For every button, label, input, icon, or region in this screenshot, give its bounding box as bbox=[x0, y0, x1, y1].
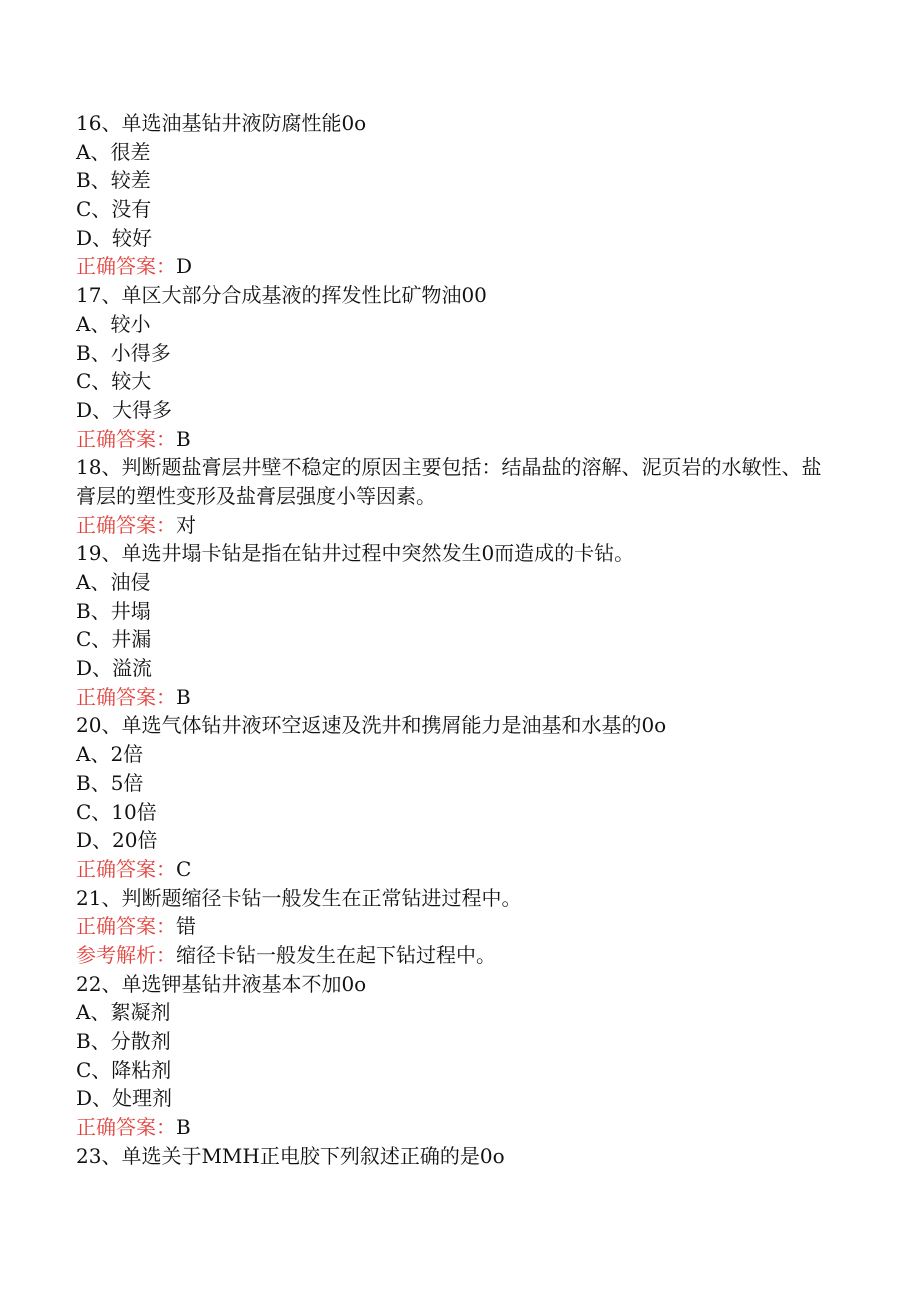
question-21-analysis bbox=[76, 941, 836, 970]
question-19-option-d: D、溢流 bbox=[76, 656, 153, 681]
question-19-option-c: C、井漏 bbox=[76, 627, 152, 652]
question-17-answer bbox=[76, 425, 836, 454]
question-16-option-d: D、较好 bbox=[76, 225, 153, 250]
question-17-stem: 17、单区大部分合成基液的挥发性比矿物油00 bbox=[76, 283, 487, 308]
question-22-option-d: D、处理剂 bbox=[76, 1086, 173, 1111]
answer-value: B bbox=[176, 684, 191, 709]
question-16-answer bbox=[76, 252, 836, 281]
question-23-stem: 23、单选关于MMH正电胶下列叙述正确的是0o bbox=[76, 1143, 505, 1168]
question-16-option-b: B、较差 bbox=[76, 168, 151, 193]
question-22-option-c: C、降粘剂 bbox=[76, 1057, 172, 1082]
question-21-stem: 21、判断题缩径卡钻一般发生在正常钻进过程中。 bbox=[76, 885, 522, 910]
answer-value: 对 bbox=[176, 512, 196, 537]
question-17-option-c: C、较大 bbox=[76, 369, 152, 394]
analysis-label: 参考解析： bbox=[76, 942, 176, 967]
answer-value: 错 bbox=[176, 914, 196, 939]
question-16-stem: 16、单选油基钻井液防腐性能0o bbox=[76, 111, 367, 135]
question-19-option-b: B、井塌 bbox=[76, 598, 151, 623]
question-16-option-a: A、很差 bbox=[76, 139, 151, 164]
question-22-answer bbox=[76, 1113, 836, 1142]
answer-value: B bbox=[176, 1115, 191, 1140]
question-20-option-d: D、20倍 bbox=[76, 828, 158, 853]
document-page bbox=[76, 109, 836, 1170]
answer-value: C bbox=[176, 856, 192, 881]
question-20-stem: 20、单选气体钻井液环空返速及洗井和携屑能力是油基和水基的0o bbox=[76, 713, 667, 738]
question-17-option-d: D、大得多 bbox=[76, 397, 173, 422]
answer-label: 正确答案： bbox=[76, 856, 176, 881]
question-20-option-c: C、10倍 bbox=[76, 799, 157, 824]
answer-label: 正确答案： bbox=[76, 914, 176, 939]
question-22-option-b: B、分散剂 bbox=[76, 1029, 171, 1054]
question-17-option-a: A、较小 bbox=[76, 311, 151, 336]
question-18-stem: 18、判断题盐膏层井壁不稳定的原因主要包括：结晶盐的溶解、泥页岩的水敏性、盐膏层的塑性变形及盐膏层强度小等因素。 bbox=[76, 455, 822, 508]
answer-value: B bbox=[176, 426, 191, 451]
answer-label: 正确答案： bbox=[76, 254, 176, 279]
answer-value: D bbox=[176, 254, 193, 279]
question-22-option-a: A、絮凝剂 bbox=[76, 1000, 171, 1025]
question-16-option-c: C、没有 bbox=[76, 197, 152, 222]
question-22-stem: 22、单选钾基钻井液基本不加0o bbox=[76, 971, 367, 996]
question-19-answer bbox=[76, 683, 836, 712]
analysis-text: 缩径卡钻一般发生在起下钻过程中。 bbox=[176, 942, 496, 967]
answer-label: 正确答案： bbox=[76, 684, 176, 709]
question-18-answer bbox=[76, 511, 836, 540]
question-21-answer bbox=[76, 912, 836, 941]
question-20-answer bbox=[76, 855, 836, 884]
question-20-option-b: B、5倍 bbox=[76, 770, 144, 795]
question-19-option-a: A、油侵 bbox=[76, 570, 151, 595]
answer-label: 正确答案： bbox=[76, 426, 176, 451]
question-20-option-a: A、2倍 bbox=[76, 742, 144, 767]
answer-label: 正确答案： bbox=[76, 1115, 176, 1140]
question-19-stem: 19、单选井塌卡钻是指在钻井过程中突然发生0而造成的卡钻。 bbox=[76, 541, 635, 566]
answer-label: 正确答案： bbox=[76, 512, 176, 537]
question-17-option-b: B、小得多 bbox=[76, 340, 171, 365]
